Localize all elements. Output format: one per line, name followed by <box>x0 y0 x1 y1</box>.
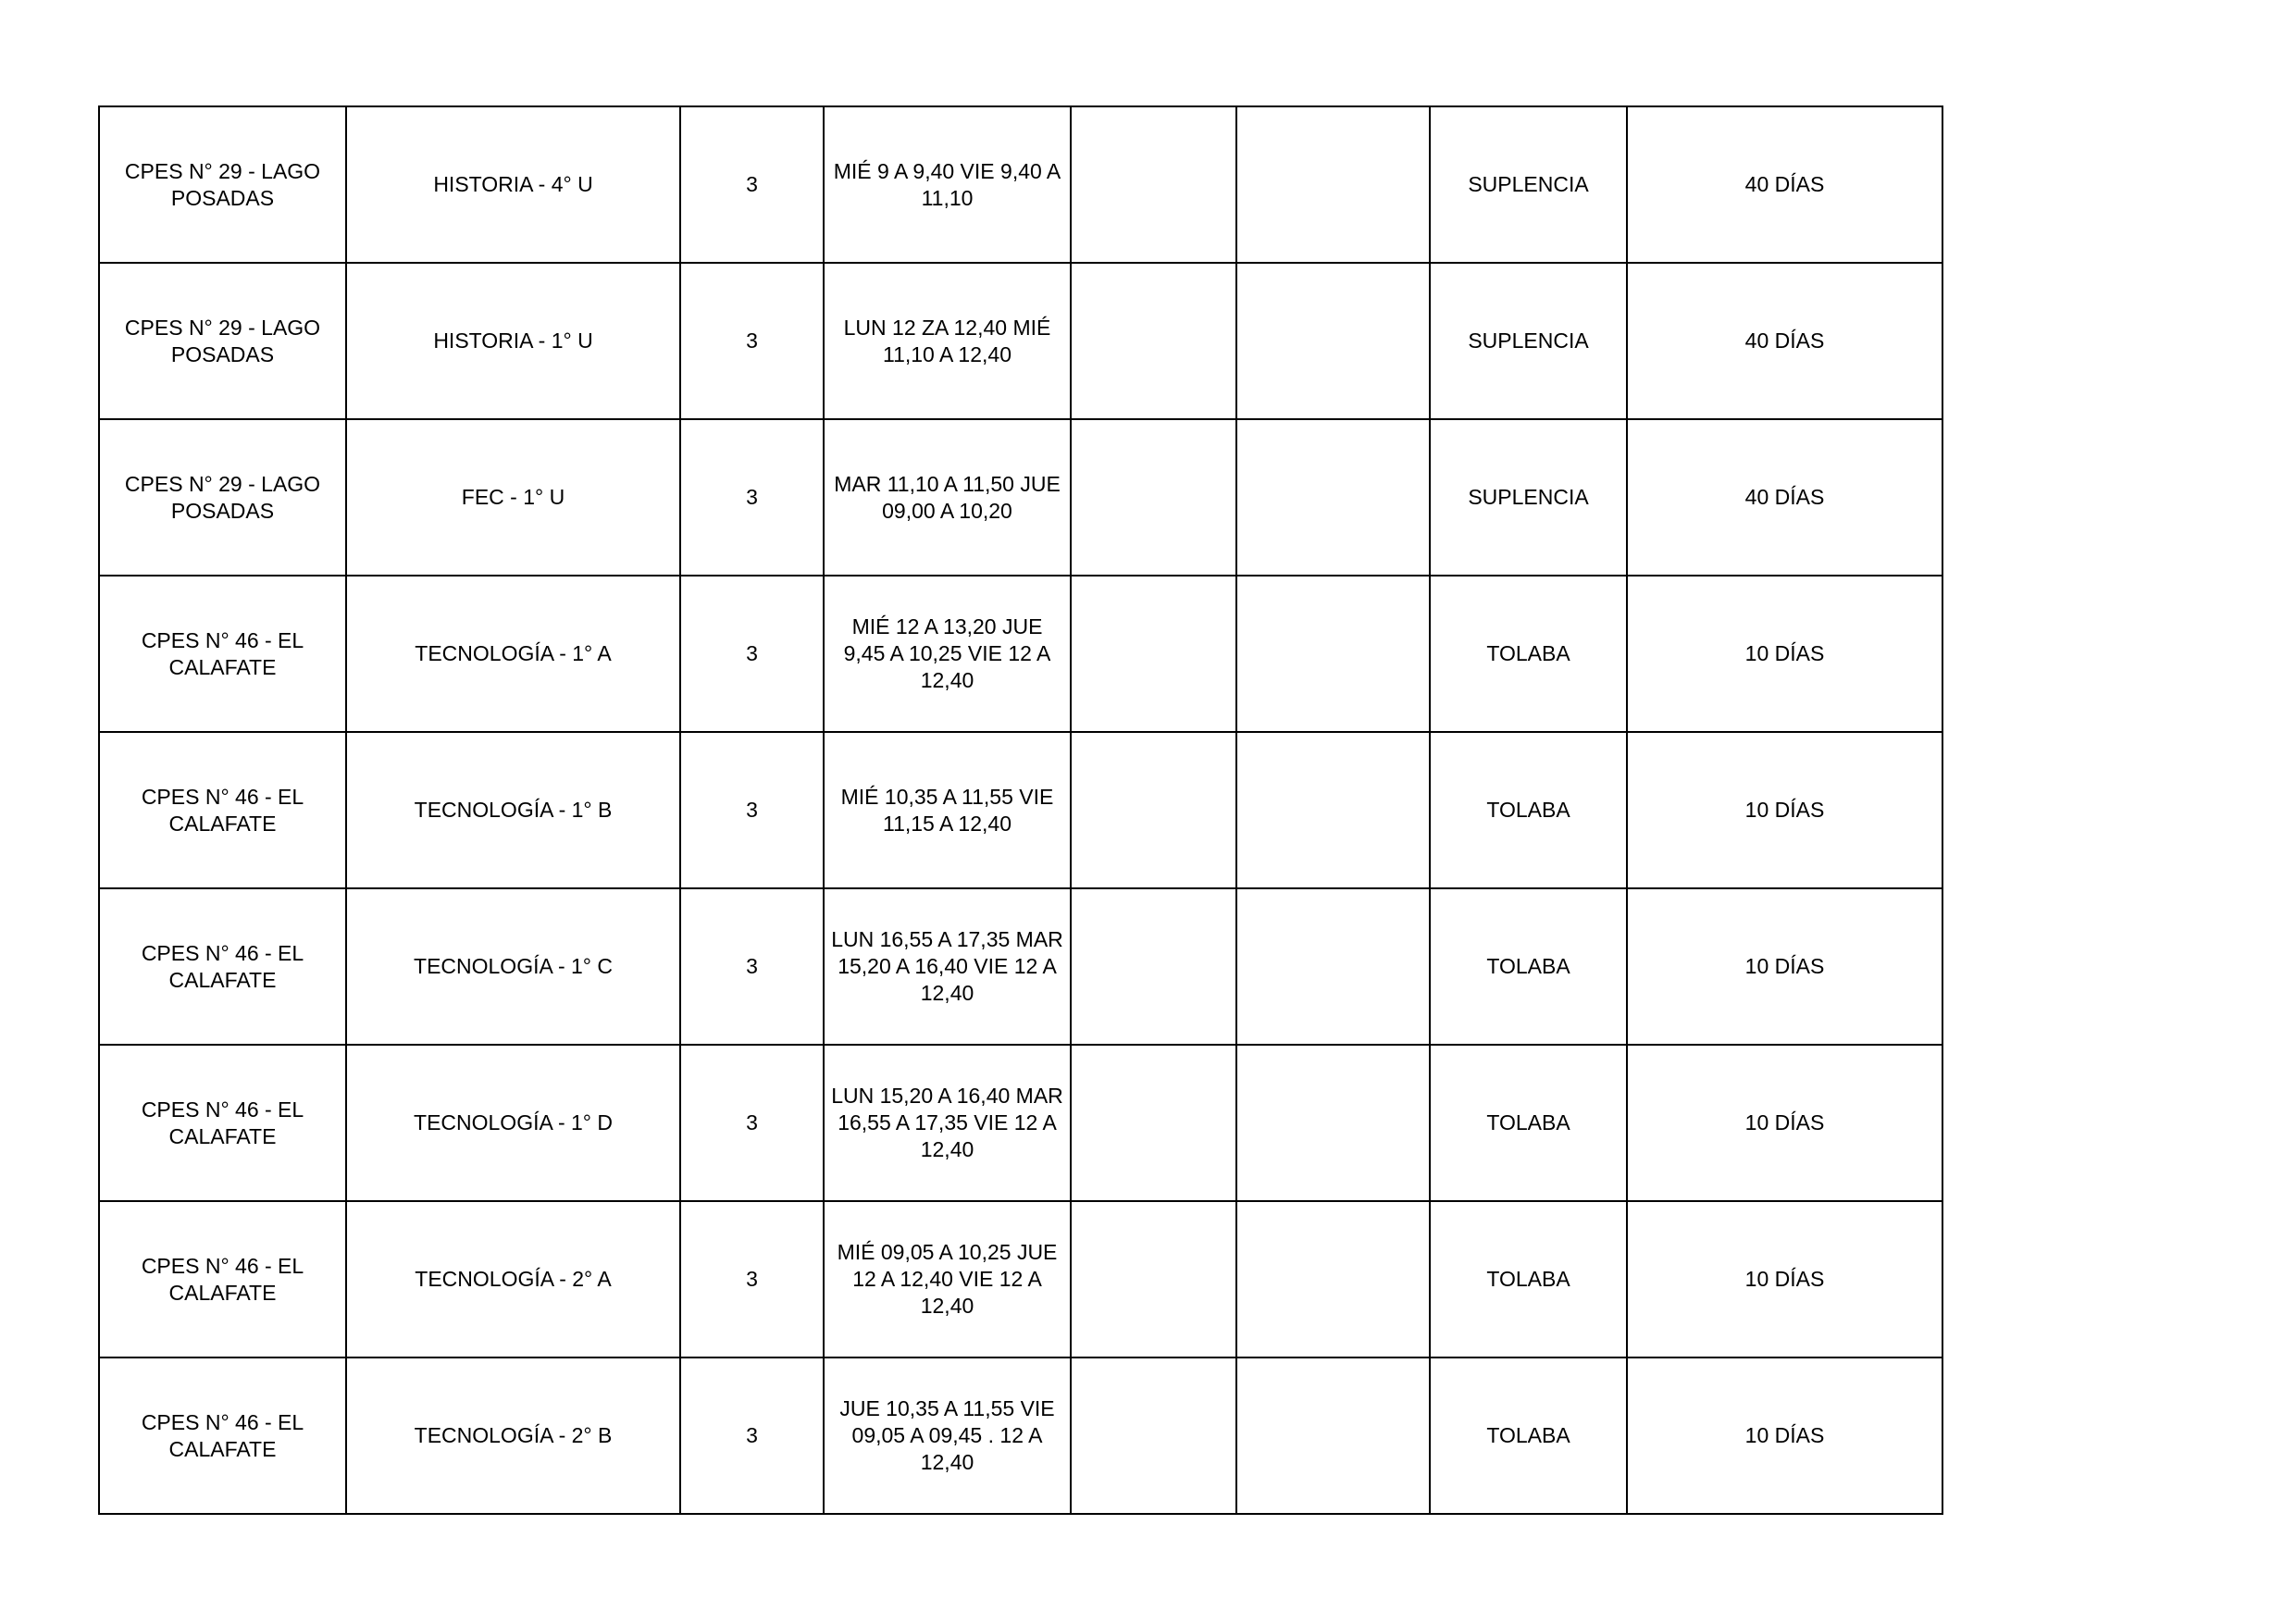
duration-cell: 40 DÍAS <box>1627 263 1942 419</box>
subject-cell: FEC - 1° U <box>346 419 680 576</box>
status-cell: TOLABA <box>1430 888 1627 1045</box>
table-row <box>99 263 1942 419</box>
status-cell: SUPLENCIA <box>1430 106 1627 263</box>
school-cell: CPES N° 46 - EL CALAFATE <box>99 888 346 1045</box>
status-cell: TOLABA <box>1430 1201 1627 1357</box>
school-cell: CPES N° 46 - EL CALAFATE <box>99 1201 346 1357</box>
schedule-cell: MIÉ 10,35 A 11,55 VIE 11,15 A 12,40 <box>824 732 1071 888</box>
status-cell: SUPLENCIA <box>1430 419 1627 576</box>
empty-cell <box>1236 1357 1430 1514</box>
empty-cell <box>1236 419 1430 576</box>
subject-cell: TECNOLOGÍA - 2° B <box>346 1357 680 1514</box>
empty-cell <box>1071 1201 1236 1357</box>
school-cell: CPES N° 46 - EL CALAFATE <box>99 1045 346 1201</box>
table-row <box>99 732 1942 888</box>
assignments-table <box>98 105 1943 1515</box>
hours-cell: 3 <box>680 576 824 732</box>
hours-cell: 3 <box>680 732 824 888</box>
hours-cell: 3 <box>680 1201 824 1357</box>
table-row <box>99 1357 1942 1514</box>
schedule-cell: LUN 12 ZA 12,40 MIÉ 11,10 A 12,40 <box>824 263 1071 419</box>
empty-cell <box>1071 263 1236 419</box>
school-cell: CPES N° 29 - LAGO POSADAS <box>99 263 346 419</box>
empty-cell <box>1071 1357 1236 1514</box>
empty-cell <box>1236 576 1430 732</box>
empty-cell <box>1071 732 1236 888</box>
school-cell: CPES N° 29 - LAGO POSADAS <box>99 419 346 576</box>
hours-cell: 3 <box>680 419 824 576</box>
duration-cell: 10 DÍAS <box>1627 1201 1942 1357</box>
hours-cell: 3 <box>680 263 824 419</box>
subject-cell: TECNOLOGÍA - 1° C <box>346 888 680 1045</box>
table-body <box>99 106 1942 1514</box>
schedule-cell: MIÉ 09,05 A 10,25 JUE 12 A 12,40 VIE 12 A 12,40 <box>824 1201 1071 1357</box>
school-cell: CPES N° 29 - LAGO POSADAS <box>99 106 346 263</box>
empty-cell <box>1071 576 1236 732</box>
schedule-cell: LUN 16,55 A 17,35 MAR 15,20 A 16,40 VIE 12 A 12,40 <box>824 888 1071 1045</box>
schedule-cell: MIÉ 9 A 9,40 VIE 9,40 A 11,10 <box>824 106 1071 263</box>
subject-cell: HISTORIA - 1° U <box>346 263 680 419</box>
status-cell: TOLABA <box>1430 1357 1627 1514</box>
table-row <box>99 888 1942 1045</box>
empty-cell <box>1236 1045 1430 1201</box>
empty-cell <box>1071 419 1236 576</box>
schedule-cell: MIÉ 12 A 13,20 JUE 9,45 A 10,25 VIE 12 A 12,40 <box>824 576 1071 732</box>
empty-cell <box>1071 1045 1236 1201</box>
hours-cell: 3 <box>680 888 824 1045</box>
empty-cell <box>1236 1201 1430 1357</box>
duration-cell: 40 DÍAS <box>1627 419 1942 576</box>
duration-cell: 10 DÍAS <box>1627 1357 1942 1514</box>
subject-cell: TECNOLOGÍA - 1° A <box>346 576 680 732</box>
duration-cell: 10 DÍAS <box>1627 888 1942 1045</box>
duration-cell: 40 DÍAS <box>1627 106 1942 263</box>
schedule-cell: MAR 11,10 A 11,50 JUE 09,00 A 10,20 <box>824 419 1071 576</box>
table-row <box>99 419 1942 576</box>
duration-cell: 10 DÍAS <box>1627 576 1942 732</box>
hours-cell: 3 <box>680 106 824 263</box>
school-cell: CPES N° 46 - EL CALAFATE <box>99 576 346 732</box>
empty-cell <box>1071 106 1236 263</box>
subject-cell: TECNOLOGÍA - 1° D <box>346 1045 680 1201</box>
duration-cell: 10 DÍAS <box>1627 1045 1942 1201</box>
status-cell: TOLABA <box>1430 732 1627 888</box>
hours-cell: 3 <box>680 1357 824 1514</box>
hours-cell: 3 <box>680 1045 824 1201</box>
table-row <box>99 576 1942 732</box>
schedule-cell: JUE 10,35 A 11,55 VIE 09,05 A 09,45 . 12 A 12,40 <box>824 1357 1071 1514</box>
empty-cell <box>1236 732 1430 888</box>
empty-cell <box>1071 888 1236 1045</box>
school-cell: CPES N° 46 - EL CALAFATE <box>99 732 346 888</box>
subject-cell: TECNOLOGÍA - 2° A <box>346 1201 680 1357</box>
empty-cell <box>1236 888 1430 1045</box>
subject-cell: TECNOLOGÍA - 1° B <box>346 732 680 888</box>
table-row <box>99 1045 1942 1201</box>
table-row <box>99 106 1942 263</box>
status-cell: SUPLENCIA <box>1430 263 1627 419</box>
empty-cell <box>1236 106 1430 263</box>
subject-cell: HISTORIA - 4° U <box>346 106 680 263</box>
empty-cell <box>1236 263 1430 419</box>
status-cell: TOLABA <box>1430 576 1627 732</box>
table-row <box>99 1201 1942 1357</box>
status-cell: TOLABA <box>1430 1045 1627 1201</box>
schedule-cell: LUN 15,20 A 16,40 MAR 16,55 A 17,35 VIE 12 A 12,40 <box>824 1045 1071 1201</box>
school-cell: CPES N° 46 - EL CALAFATE <box>99 1357 346 1514</box>
duration-cell: 10 DÍAS <box>1627 732 1942 888</box>
